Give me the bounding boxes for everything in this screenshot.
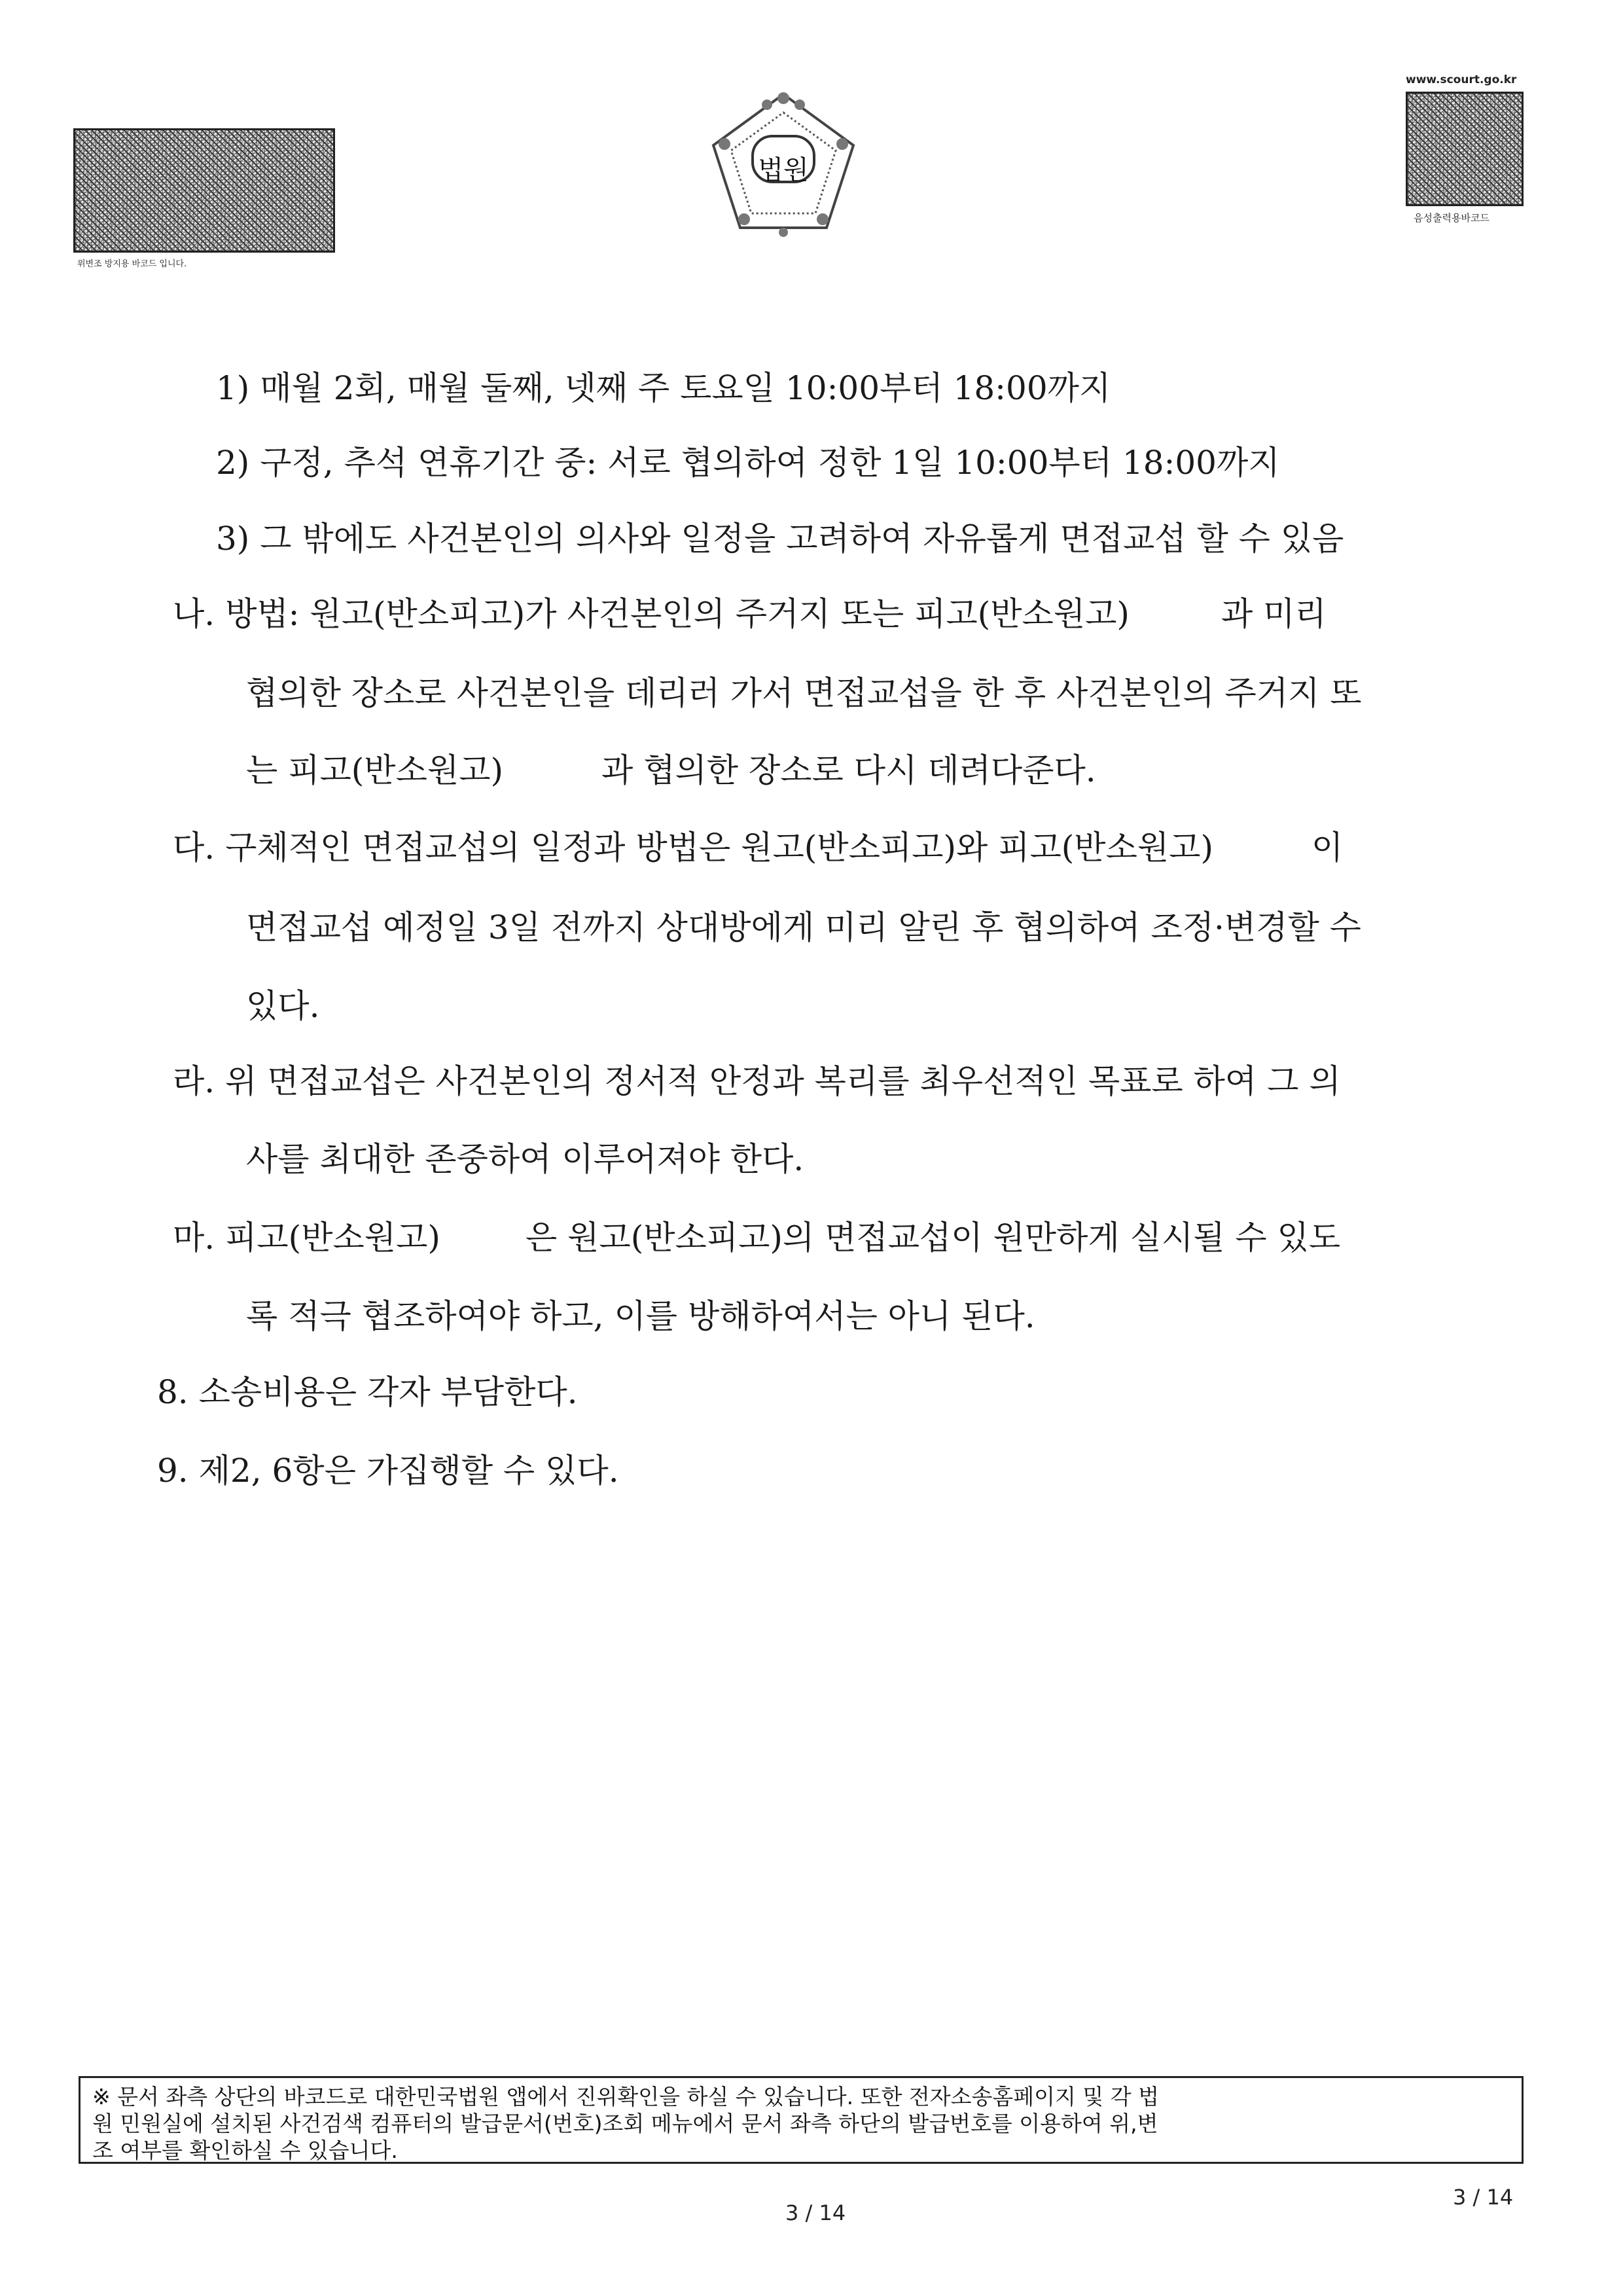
cooperation-line-1 bbox=[173, 1219, 1341, 1257]
verification-notice-line-2: 원 민원실에 설치된 사건검색 컴퓨터의 발급문서(번호)조회 메뉴에서 문서 좌측 하단의 발급번호를 이용하여 위,변 bbox=[92, 2111, 1158, 2136]
provisional-execution-clause: 9. 제2, 6항은 가집행할 수 있다. bbox=[157, 1452, 619, 1490]
litigation-costs-clause: 8. 소송비용은 각자 부담한다. bbox=[157, 1373, 578, 1411]
child-welfare-line-1: 라. 위 면접교섭은 사건본인의 정서적 안정과 복리를 최우선적인 목표로 하여 그 의 bbox=[173, 1062, 1341, 1100]
schedule-adjustment-text-a: 다. 구체적인 면접교섭의 일정과 방법은 원고(반소피고)와 피고(반소원고) bbox=[173, 829, 1213, 867]
schedule-adjustment-line-3: 있다. bbox=[246, 987, 320, 1025]
visitation-schedule-1: 1) 매월 2회, 매월 둘째, 넷째 주 토요일 10:00부터 18:00까지 bbox=[216, 369, 1111, 407]
visitation-schedule-3: 3) 그 밖에도 사건본인의 의사와 일정을 고려하여 자유롭게 면접교섭 할 수 있음 bbox=[216, 520, 1344, 558]
visitation-method-line-3 bbox=[246, 751, 1096, 789]
schedule-adjustment-line-2: 면접교섭 예정일 3일 전까지 상대방에게 미리 알린 후 협의하여 조정·변경할 수 bbox=[246, 908, 1361, 946]
cooperation-text-a: 마. 피고(반소원고) bbox=[173, 1219, 440, 1257]
visitation-method-text-d: 과 협의한 장소로 다시 데려다준다. bbox=[601, 751, 1096, 789]
page-number: 3 / 14 bbox=[785, 2200, 846, 2225]
verification-notice-line-3: 조 여부를 확인하실 수 있습니다. bbox=[92, 2138, 398, 2163]
visitation-method-text-b: 과 미리 bbox=[1221, 595, 1327, 633]
court-seal-label: 법원 bbox=[758, 155, 809, 185]
verification-notice-line-1: ※ 문서 좌측 상단의 바코드로 대한민국법원 앱에서 진위확인을 하실 수 있습니다. 또한 전자소송홈페이지 및 각 법 bbox=[92, 2084, 1159, 2109]
visitation-method-line-2: 협의한 장소로 사건본인을 데리러 가서 면접교섭을 한 후 사건본인의 주거지 또 bbox=[246, 674, 1362, 712]
authenticity-barcode-caption: 위변조 방지용 바코드 입니다. bbox=[77, 259, 187, 269]
cooperation-line-2: 록 적극 협조하여야 하고, 이를 방해하여서는 아니 된다. bbox=[246, 1297, 1035, 1335]
cooperation-text-b: 은 원고(반소피고)의 면접교섭이 원만하게 실시될 수 있도 bbox=[525, 1219, 1341, 1257]
child-welfare-line-2: 사를 최대한 존중하여 이루어져야 한다. bbox=[246, 1140, 804, 1178]
visitation-schedule-2: 2) 구정, 추석 연휴기간 중: 서로 협의하여 정한 1일 10:00부터 18:00까지 bbox=[216, 444, 1280, 482]
visitation-method-text-c: 는 피고(반소원고) bbox=[246, 751, 504, 789]
verification-notice-box bbox=[79, 2076, 1524, 2164]
visitation-method-text-a: 나. 방법: 원고(반소피고)가 사건본인의 주거지 또는 피고(반소원고) bbox=[173, 595, 1130, 633]
authenticity-barcode bbox=[73, 128, 335, 253]
voice-barcode-caption: 음성출력용바코드 bbox=[1414, 212, 1489, 224]
schedule-adjustment-text-b: 이 bbox=[1311, 829, 1344, 867]
voice-output-barcode bbox=[1406, 92, 1524, 206]
visitation-method-line-1 bbox=[173, 595, 1327, 633]
court-website-url: www.scourt.go.kr bbox=[1406, 73, 1517, 86]
page-number-corner: 3 / 14 bbox=[1453, 2185, 1514, 2210]
schedule-adjustment-line-1 bbox=[173, 829, 1344, 867]
